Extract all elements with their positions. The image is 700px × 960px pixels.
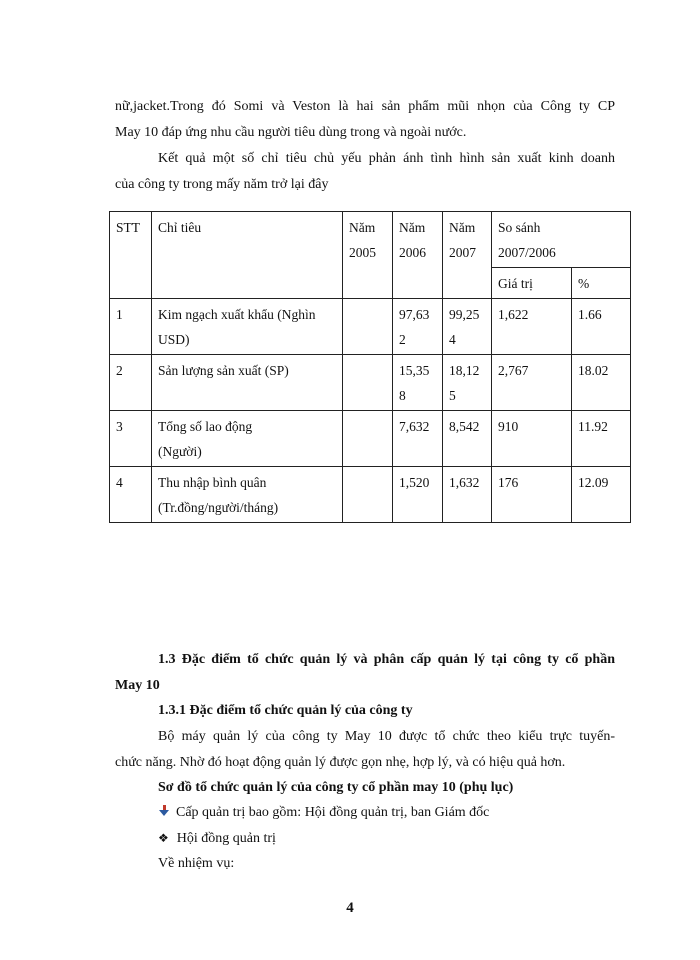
cell-stt: 4 [110,467,152,523]
section-heading-line-1: 1.3 Đặc điểm tổ chức quản lý và phân cấp quản lý tại công ty cổ phần [158,652,615,667]
duty-label: Về nhiệm vụ: [158,856,235,871]
cell-value: 1,622 [492,299,572,355]
cell-2007: 8,542 [443,411,492,467]
intro-line-2: May 10 đáp ứng nhu cầu người tiêu dùng trong và ngoài nước. [115,125,467,140]
header-chitieu: Chỉ tiêu [152,212,343,299]
page-number: 4 [346,900,354,916]
table-header-row [110,212,631,268]
cell-2007: 1,632 [443,467,492,523]
header-2007: Năm 2007 [443,212,492,299]
paragraph-line-2: chức năng. Nhờ đó hoạt động quản lý được gọn nhẹ, hợp lý, và có hiệu quả hơn. [115,755,566,770]
section-heading-line-2: May 10 [115,678,160,693]
table-row [110,467,631,523]
arrow-bullet-icon [158,805,170,817]
sub-heading: 1.3.1 Đặc điểm tổ chức quản lý của công ty [158,703,413,718]
diagram-title: Sơ đồ tổ chức quản lý của công ty cổ phần may 10 (phụ lục) [158,780,514,795]
header-2005: Năm 2005 [343,212,393,299]
cell-stt: 1 [110,299,152,355]
cell-stt: 3 [110,411,152,467]
cell-percent: 18.02 [572,355,631,411]
bullet-text-1: Cấp quản trị bao gồm: Hội đồng quản trị, ban Giám đốc [176,805,490,820]
cell-stt: 2 [110,355,152,411]
cell-name: Thu nhập bình quân (Tr.đồng/người/tháng) [152,467,343,523]
header-stt: STT [110,212,152,299]
cell-2007: 18,125 [443,355,492,411]
table-row [110,411,631,467]
bullet-item-1 [158,805,489,821]
cell-value: 176 [492,467,572,523]
intro-line-4: của công ty trong mấy năm trở lại đây [115,177,329,192]
header-value: Giá trị [492,268,572,299]
cell-2005 [343,411,393,467]
cell-percent: 12.09 [572,467,631,523]
cell-percent: 11.92 [572,411,631,467]
cell-name: Sản lượng sản xuất (SP) [152,355,343,411]
cell-2005 [343,299,393,355]
table-row [110,299,631,355]
cell-2006: 15,358 [393,355,443,411]
cell-2006: 1,520 [393,467,443,523]
paragraph-line-1: Bộ máy quản lý của công ty May 10 được tổ chức theo kiểu trực tuyến- [158,729,615,744]
header-compare: So sánh 2007/2006 [492,212,631,268]
bullet-item-2 [158,831,276,847]
cell-2007: 99,254 [443,299,492,355]
cell-value: 910 [492,411,572,467]
cell-name: Kim ngạch xuất khẩu (Nghìn USD) [152,299,343,355]
cell-percent: 1.66 [572,299,631,355]
cell-value: 2,767 [492,355,572,411]
indicator-table [109,211,631,523]
header-percent: % [572,268,631,299]
table-row [110,355,631,411]
cell-name: Tổng số lao động (Người) [152,411,343,467]
cell-2005 [343,355,393,411]
diamond-bullet-icon: ❖ [158,831,169,845]
intro-line-3: Kết quả một số chỉ tiêu chủ yếu phản ánh tình hình sản xuất kinh doanh [158,151,615,166]
bullet-text-2: Hội đồng quản trị [176,831,276,846]
header-2006: Năm 2006 [393,212,443,299]
cell-2006: 7,632 [393,411,443,467]
cell-2005 [343,467,393,523]
cell-2006: 97,632 [393,299,443,355]
intro-line-1: nữ,jacket.Trong đó Somi và Veston là hai sản phẩm mũi nhọn của Công ty CP [115,99,615,114]
